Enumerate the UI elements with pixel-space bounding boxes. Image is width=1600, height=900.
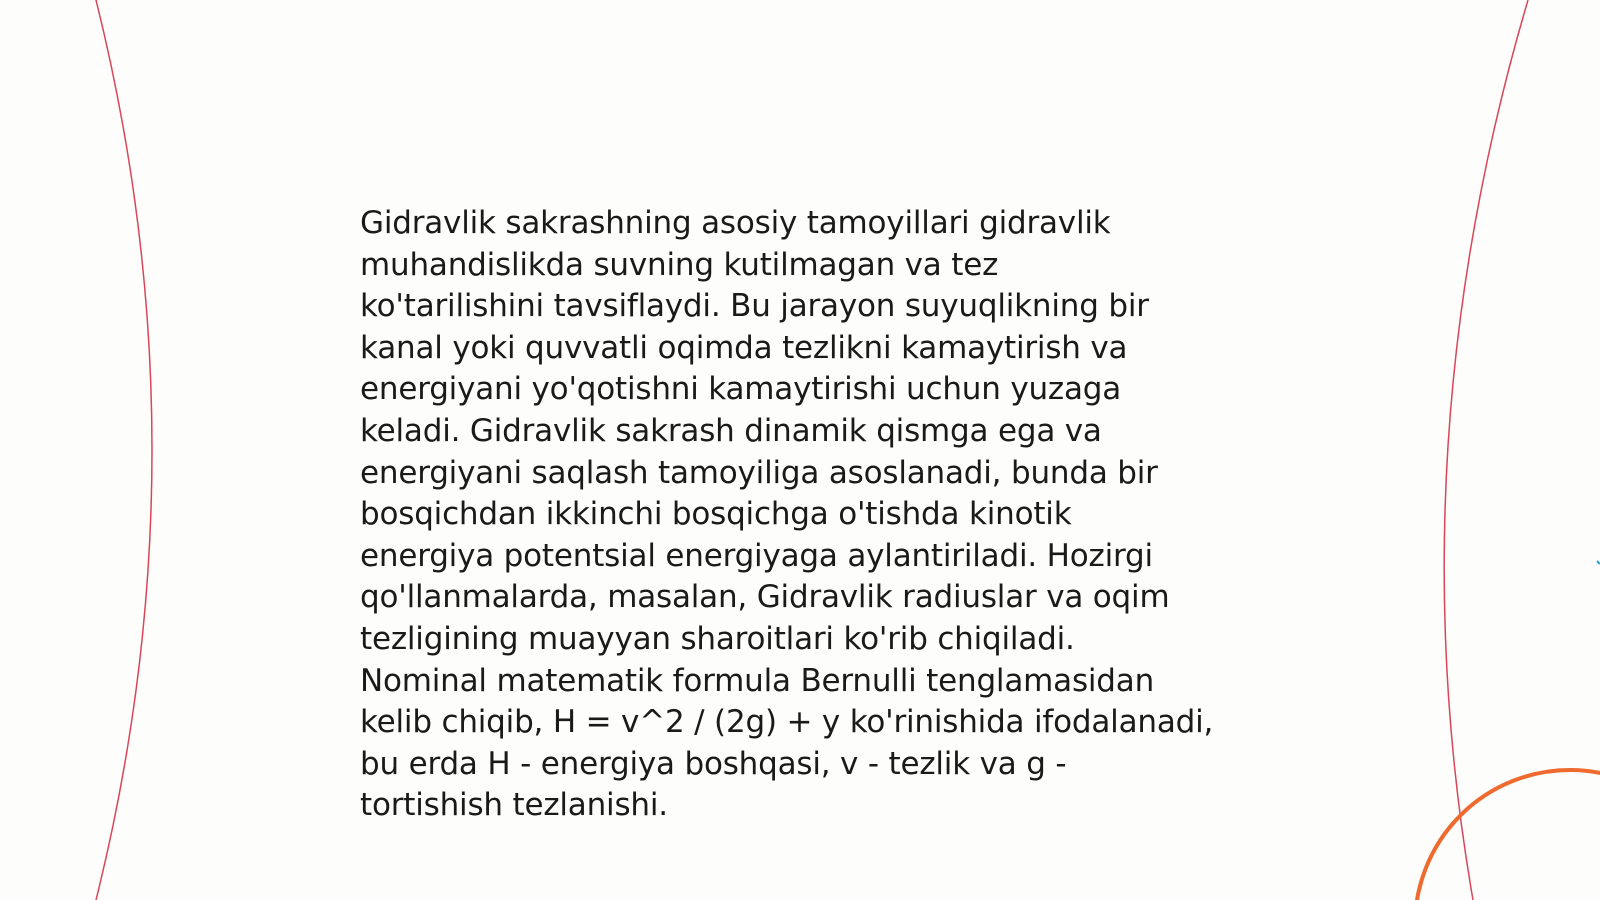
body-paragraph: Gidravlik sakrashning asosiy tamoyillari gidravlik muhandislikda suvning kutilmagan va tez ko'tarilishini tavsiflaydi. Bu jarayon suyuqlikning bir kanal yoki quvvatli oqimda tezlikni kamaytirish va energiyani yo'qotishni kamaytirishi uchun yuzaga keladi. Gidravlik sakrash dinamik qismga ega va energiyani saqlash tamoyiliga asoslanadi, bunda bir bosqichdan ikkinchi bosqichga o'tishda kinotik energiya potentsial energiyaga aylantiriladi. Hozirgi qo'llanmalarda, masalan, Gidravlik radiuslar va oqim tezligining muayyan sharoitlari ko'rib chiqiladi. Nominal matematik formula Bernulli tenglamasidan kelib chiqib, H = v^2 / (2g) + y ko'rinishida ifodalanadi, bu erda H - energiya boshqasi, v - tezlik va g - tortishish tezlanishi. (360, 205, 1214, 824)
right-curve-line (1444, 0, 1528, 900)
left-curve-line (96, 0, 152, 900)
orange-circle-outline (1415, 770, 1600, 900)
